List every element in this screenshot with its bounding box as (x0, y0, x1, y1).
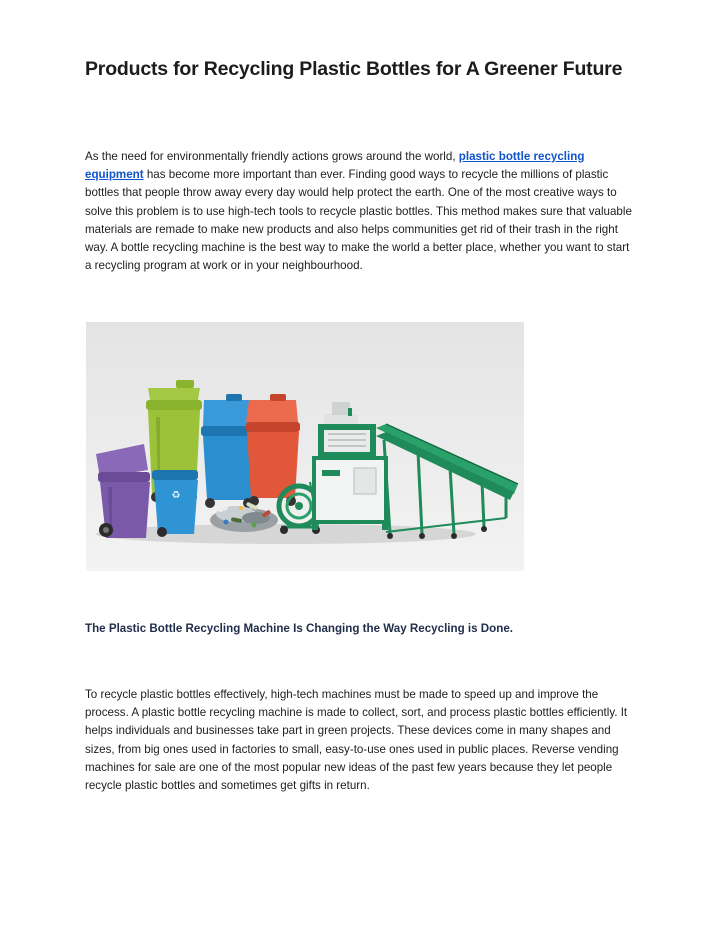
small-blue-bin-icon (152, 470, 198, 537)
page-title: Products for Recycling Plastic Bottles for A Greener Future (85, 58, 623, 80)
intro-paragraph (85, 148, 637, 275)
svg-text:♻: ♻ (171, 490, 181, 501)
plastic-bottle-recycling-equipment-link[interactable]: plastic bottle recycling equipment (85, 150, 585, 182)
intro-text-after-link: has become more important than ever. Finding good ways to recycle the millions of plastic bottles that people throw away every day would help protect the earth. One of the most creative ways to solve this problem is to use high-tech tools to recycle plastic bottles. This method makes sure that valuable materials are remade to make new products and also helps communities get rid of their trash in the right way. A bottle recycling machine is the best way to make the world a better place, whether you want to start a recycling program at work or in your neighbourhood. (85, 168, 632, 273)
purple-bin-icon (96, 444, 150, 538)
section-subheading: The Plastic Bottle Recycling Machine Is Changing the Way Recycling is Done. (85, 622, 513, 635)
recycling-equipment-image (86, 322, 524, 571)
intro-text-before-link: As the need for environmentally friendly actions grows around the world, (85, 150, 459, 163)
body-paragraph: To recycle plastic bottles effectively, high-tech machines must be made to speed up and improve the process. A plastic bottle recycling machine is made to collect, sort, and process plastic bottles efficiently. It helps individuals and businesses take part in green projects. These devices come in many shapes and sizes, from big ones used in factories to small, easy-to-use ones used in public places. Reverse vending machines for sale are one of the most popular new ideas of the past few years because they let people recycle plastic bottles and sometimes get gifts in return. (85, 688, 628, 793)
